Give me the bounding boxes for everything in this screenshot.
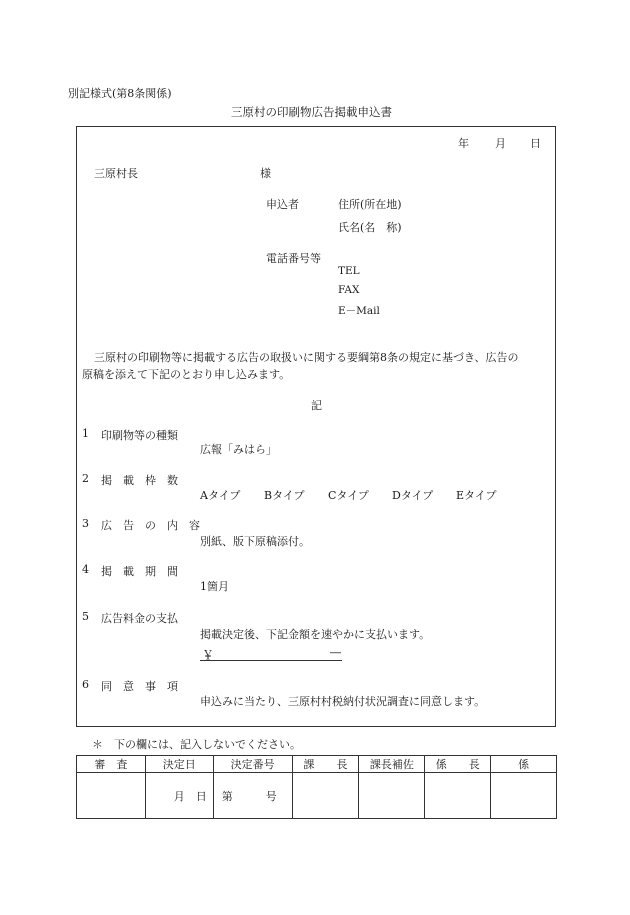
header-section-chief: 課 長 — [292, 756, 359, 773]
item-6-number: 6 — [82, 678, 89, 691]
date-month-label: 月 — [173, 789, 185, 803]
item-1-value: 広報「みはら」 — [200, 443, 277, 456]
item-5-number: 5 — [82, 610, 89, 623]
item-3-label: 広 告 の 内 容 — [101, 519, 200, 532]
amount-underline — [200, 660, 342, 661]
ad-type-e: Eタイプ — [456, 489, 497, 502]
header-unit-chief: 係 長 — [425, 756, 491, 773]
form-reference: 別記様式(第8条関係) — [68, 87, 172, 100]
header-review: 審 査 — [77, 756, 146, 773]
date-year: 年 — [458, 137, 469, 150]
header-staff: 係 — [491, 756, 557, 773]
office-use-table — [76, 755, 557, 819]
header-assistant-chief: 課長補佐 — [359, 756, 425, 773]
number-suffix: 号 — [265, 789, 277, 803]
ki-heading: 記 — [311, 399, 322, 412]
ad-type-a: Aタイプ — [200, 489, 241, 502]
header-decision-date: 決定日 — [145, 756, 213, 773]
date-month: 月 — [495, 137, 506, 150]
review-cell — [77, 773, 146, 819]
staff-seal-cell — [491, 773, 557, 819]
ad-type-options — [200, 487, 520, 503]
email-label: E－Mail — [338, 305, 380, 317]
fax-label: FAX — [338, 284, 360, 296]
phone-label: 電話番号等 — [266, 252, 321, 265]
item-4-label: 掲 載 期 間 — [101, 565, 178, 578]
item-6-value: 申込みに当たり、三原村村税納付状況調査に同意します。 — [200, 695, 486, 708]
assistant-chief-seal-cell — [359, 773, 425, 819]
yen-symbol: ￥ — [202, 648, 215, 662]
office-use-note: ＊ 下の欄には、記入しないでください。 — [92, 738, 301, 751]
item-5-value: 掲載決定後、下記金額を速やかに支払います。 — [200, 628, 431, 641]
item-6-label: 同 意 事 項 — [101, 680, 178, 693]
item-3-value: 別紙、版下原稿添付。 — [200, 535, 310, 548]
item-5-label: 広告料金の支払 — [101, 612, 178, 625]
item-4-value: 1箇月 — [200, 580, 229, 593]
date-day: 日 — [530, 137, 541, 150]
item-1-label: 印刷物等の種類 — [101, 429, 178, 442]
item-2-label: 掲 載 枠 数 — [101, 474, 178, 487]
item-2-number: 2 — [82, 472, 89, 485]
document-title: 三原村の印刷物広告掲載申込書 — [231, 105, 392, 119]
addressee-honorific: 様 — [260, 167, 271, 180]
name-label: 氏名(名 称) — [338, 221, 402, 234]
ad-type-b: Bタイプ — [264, 489, 305, 502]
number-prefix: 第 — [221, 789, 233, 803]
item-3-number: 3 — [82, 517, 89, 530]
amount-dash: ― — [330, 646, 341, 659]
item-4-number: 4 — [82, 563, 89, 576]
item-1-number: 1 — [82, 427, 89, 440]
applicant-label: 申込者 — [266, 198, 299, 211]
header-decision-number: 決定番号 — [213, 756, 292, 773]
decision-date-cell — [145, 773, 213, 819]
decision-number-cell — [213, 773, 292, 819]
address-label: 住所(所在地) — [338, 198, 402, 211]
intro-line-2: 原稿を添えて下記のとおり申し込みます。 — [82, 368, 291, 381]
date-day-label: 日 — [195, 789, 207, 803]
section-chief-seal-cell — [292, 773, 359, 819]
ad-type-c: Cタイプ — [328, 489, 369, 502]
unit-chief-seal-cell — [425, 773, 491, 819]
addressee-name: 三原村長 — [94, 167, 138, 180]
tel-label: TEL — [338, 265, 360, 277]
intro-line-1: 三原村の印刷物等に掲載する広告の取扱いに関する要綱第8条の規定に基づき、広告の — [94, 351, 519, 364]
ad-type-d: Dタイプ — [392, 489, 434, 502]
